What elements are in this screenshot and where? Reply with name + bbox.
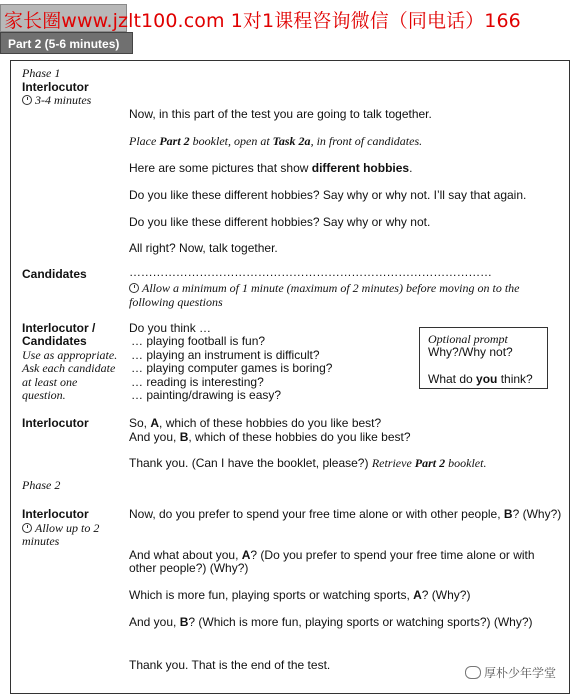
phase1-timing-text: 3-4 minutes [35, 93, 92, 107]
q3b: A [413, 588, 422, 602]
q3a: Which is more fun, playing sports or watching sports, [129, 588, 414, 602]
phase1-question1: Do you like these different hobbies? Say why or why not. I’ll say that again. [129, 188, 527, 202]
instruction-a: Place [129, 134, 160, 148]
phase2-title: Phase 2 [22, 478, 61, 492]
phase2-timing-1-text: Allow up to 2 [35, 521, 100, 535]
q3c: ? (Why?) [421, 588, 471, 602]
instruction-bold: Part 2 [159, 134, 190, 148]
phase1-line1: Now, in this part of the test you are going to talk together. [129, 107, 432, 121]
q1b: B [503, 507, 513, 521]
l3-b: Part 2 [414, 456, 446, 470]
l1b: A [150, 416, 160, 430]
part-label: Part 2 (5-6 minutes) [0, 32, 133, 54]
q1c: ? (Why?) [512, 507, 562, 521]
q2c: ? (Do you prefer to spend your free time alone or with [250, 548, 535, 562]
wechat-watermark [465, 666, 556, 680]
prompt-question-1: Why?/Why not? [428, 345, 513, 359]
l3-i2: booklet. [445, 456, 487, 470]
ic-item: … playing computer games is boring? [131, 361, 333, 375]
clock-icon [22, 523, 32, 533]
l2a: And you, [129, 430, 180, 444]
q1a: Now, do you prefer to spend your free time alone or with other people, [129, 507, 504, 521]
pictures-c: . [409, 161, 413, 175]
clock-icon [22, 95, 32, 105]
ic-role-1: Interlocutor / [22, 321, 96, 335]
q4b: B [179, 615, 189, 629]
phase2-question2-cont: other people?) (Why?) [129, 561, 249, 575]
prompt-q2-b: you [476, 372, 498, 386]
ic-use-4: question. [22, 388, 66, 402]
phase2-end: Thank you. That is the end of the test. [129, 658, 331, 672]
wechat-text: 厚朴少年学堂 [483, 666, 556, 680]
l2c: , which of these hobbies do you like best? [188, 430, 411, 444]
candidates-note-1-text: Allow a minimum of 1 minute (maximum of 2 minutes) before moving on to the [142, 281, 520, 295]
phase1-title: Phase 1 [22, 66, 61, 80]
phase2-timing-1 [22, 521, 99, 535]
instruction-c: , in front of candidates. [310, 134, 423, 148]
interlocutor2-line2 [129, 430, 411, 444]
l3: Thank you. (Can I have the booklet, please?) [129, 456, 372, 470]
instruction-b: booklet, open at [189, 134, 273, 148]
interlocutor2-role: Interlocutor [22, 416, 89, 430]
phase2-timing-2: minutes [22, 534, 60, 548]
wechat-icon [465, 666, 481, 679]
phase1-instruction [129, 134, 422, 148]
prompt-question-2 [428, 372, 533, 386]
ic-use-3: at least one [22, 375, 78, 389]
phase2-question4 [129, 615, 533, 629]
phase1-question3: All right? Now, talk together. [129, 241, 278, 255]
q4c: ? (Which is more fun, playing sports or watching sports?) (Why?) [188, 615, 533, 629]
prompt-q2-a: What do [428, 372, 477, 386]
l2b: B [179, 430, 189, 444]
prompt-title: Optional prompt [428, 332, 508, 346]
q2a: And what about you, [129, 548, 242, 562]
candidates-note-1 [129, 281, 520, 295]
phase1-role: Interlocutor [22, 80, 89, 94]
l3-i: Retrieve [371, 456, 415, 470]
l1c: , which of these hobbies do you like best? [159, 416, 382, 430]
ic-item: … reading is interesting? [131, 375, 264, 389]
ic-item: … playing football is fun? [131, 334, 266, 348]
ic-use-2: Ask each candidate [22, 361, 116, 375]
candidates-role: Candidates [22, 267, 87, 281]
phase2-question1 [129, 507, 561, 521]
watermark-text: 家长圈www.jzlt100.com 1对1课程咨询微信（同电话）166 [4, 10, 521, 32]
phase2-role: Interlocutor [22, 507, 89, 521]
clock-icon [129, 283, 139, 293]
q2b: A [241, 548, 251, 562]
ic-use-1: Use as appropriate. [22, 348, 118, 362]
l1a: So, [129, 416, 151, 430]
ic-role-2: Candidates [22, 334, 87, 348]
q4a: And you, [129, 615, 180, 629]
prompt-q2-c: think? [497, 372, 533, 386]
ic-item: … painting/drawing is easy? [131, 388, 282, 402]
candidates-dots: ………………………………………………………………………………… [129, 265, 492, 279]
phase1-pictures [129, 161, 412, 175]
ic-item: … playing an instrument is difficult? [131, 348, 320, 362]
phase2-question3 [129, 588, 470, 602]
instruction-task: Task 2a [272, 134, 311, 148]
ic-think: Do you think … [129, 321, 212, 335]
phase1-question2: Do you like these different hobbies? Say why or why not. [129, 215, 431, 229]
candidates-note-2: following questions [129, 295, 223, 309]
phase1-timing [22, 93, 91, 107]
pictures-bold: different hobbies [311, 161, 410, 175]
interlocutor2-line3 [129, 456, 486, 470]
pictures-a: Here are some pictures that show [129, 161, 312, 175]
interlocutor2-line1 [129, 416, 381, 430]
phase2-question2 [129, 548, 535, 562]
